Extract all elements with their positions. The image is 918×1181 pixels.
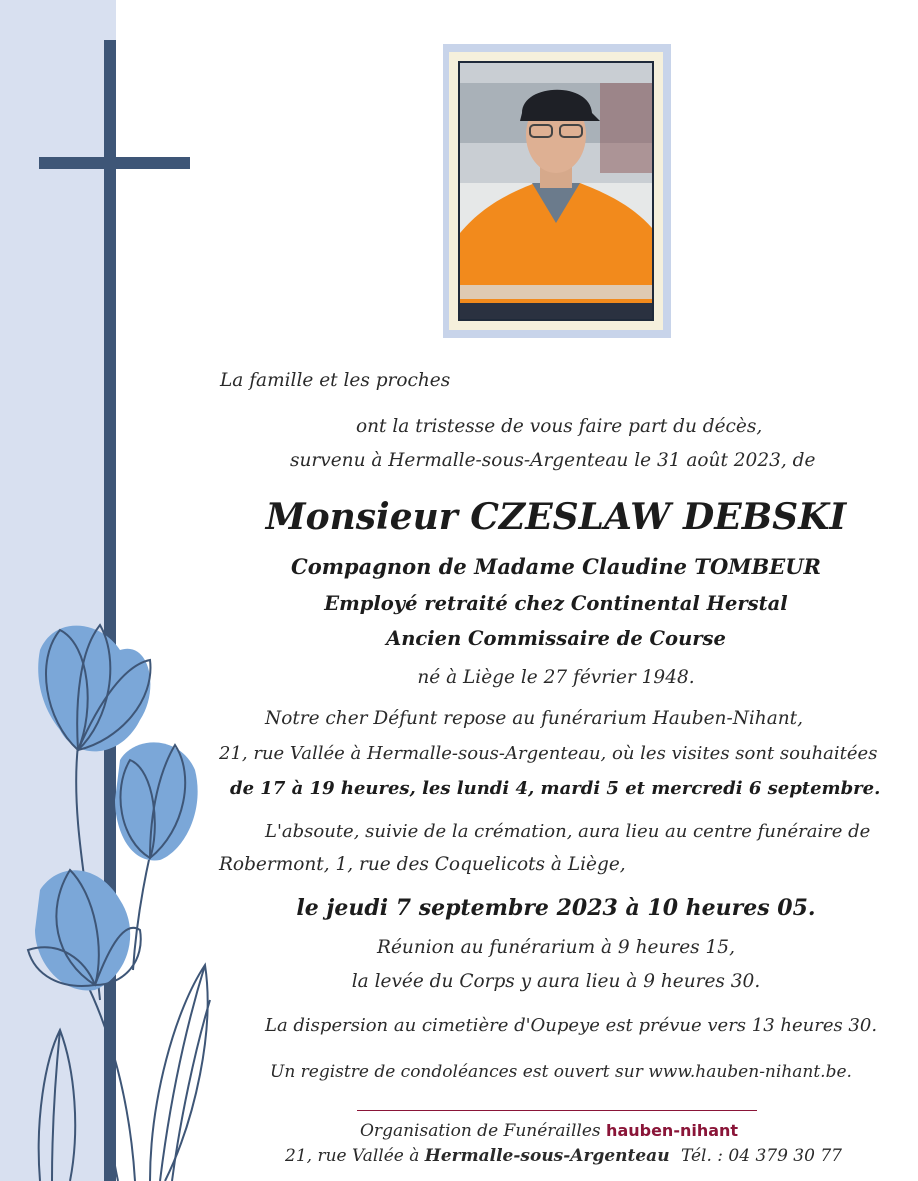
companion-line: Compagnon de Madame Claudine TOMBEUR: [290, 554, 821, 579]
footer-org-line: [360, 1121, 738, 1141]
portrait-photo: [458, 61, 654, 321]
ceremony-line-3: Réunion au funérarium à 9 heures 15,: [377, 937, 735, 958]
deceased-name: Monsieur CZESLAW DEBSKI: [265, 496, 847, 538]
cross-horizontal-bar: [39, 157, 190, 169]
footer-address-prefix: 21, rue Vallée à: [285, 1146, 420, 1166]
condolence-register: Un registre de condoléances est ouvert sur www.hauben-nihant.be.: [270, 1062, 852, 1082]
footer-org-prefix: Organisation de Funérailles: [360, 1121, 601, 1141]
dispersion-line: La dispersion au cimetière d'Oupeye est prévue vers 13 heures 30.: [265, 1015, 878, 1036]
visits-line-1: Notre cher Défunt repose au funérarium Hauben-Nihant,: [265, 708, 803, 729]
footer-phone: Tél. : 04 379 30 77: [680, 1146, 842, 1166]
footer-address-town: Hermalle-sous-Argenteau: [424, 1146, 670, 1166]
cross-vertical-bar: [104, 40, 116, 1181]
tulip-3: [28, 870, 141, 990]
intro-line-2: ont la tristesse de vous faire part du décès,: [356, 416, 763, 437]
intro-line-3: survenu à Hermalle-sous-Argenteau le 31 août 2023, de: [290, 450, 816, 471]
footer-divider: [357, 1110, 757, 1111]
job-line: Employé retraité chez Continental Herstal: [324, 592, 788, 615]
ceremony-date: le jeudi 7 septembre 2023 à 10 heures 05.: [296, 895, 816, 921]
birth-line: né à Liège le 27 février 1948.: [417, 667, 695, 688]
portrait-illustration: [460, 63, 652, 319]
portrait-mat: [449, 52, 663, 330]
portrait-frame: [443, 44, 671, 338]
ceremony-line-4: la levée du Corps y aura lieu à 9 heures 30.: [351, 971, 761, 992]
role-line: Ancien Commissaire de Course: [386, 627, 726, 650]
tulip-1: [38, 625, 150, 751]
visits-hours: de 17 à 19 heures, les lundi 4, mardi 5 et mercredi 6 septembre.: [230, 778, 881, 799]
ceremony-line-1: L'absoute, suivie de la crémation, aura lieu au centre funéraire de: [265, 821, 871, 842]
ceremony-line-2: Robermont, 1, rue des Coquelicots à Liège,: [219, 854, 626, 875]
intro-line-1: La famille et les proches: [220, 370, 451, 391]
tulip-2: [115, 742, 198, 860]
footer-address-line: [285, 1146, 842, 1166]
brand-logo-text: hauben-nihant: [606, 1121, 739, 1140]
cross-and-tulips-decoration: [0, 0, 230, 1181]
tulip-leaves: [39, 965, 210, 1181]
visits-line-2: 21, rue Vallée à Hermalle-sous-Argenteau, où les visites sont souhaitées: [219, 743, 878, 764]
